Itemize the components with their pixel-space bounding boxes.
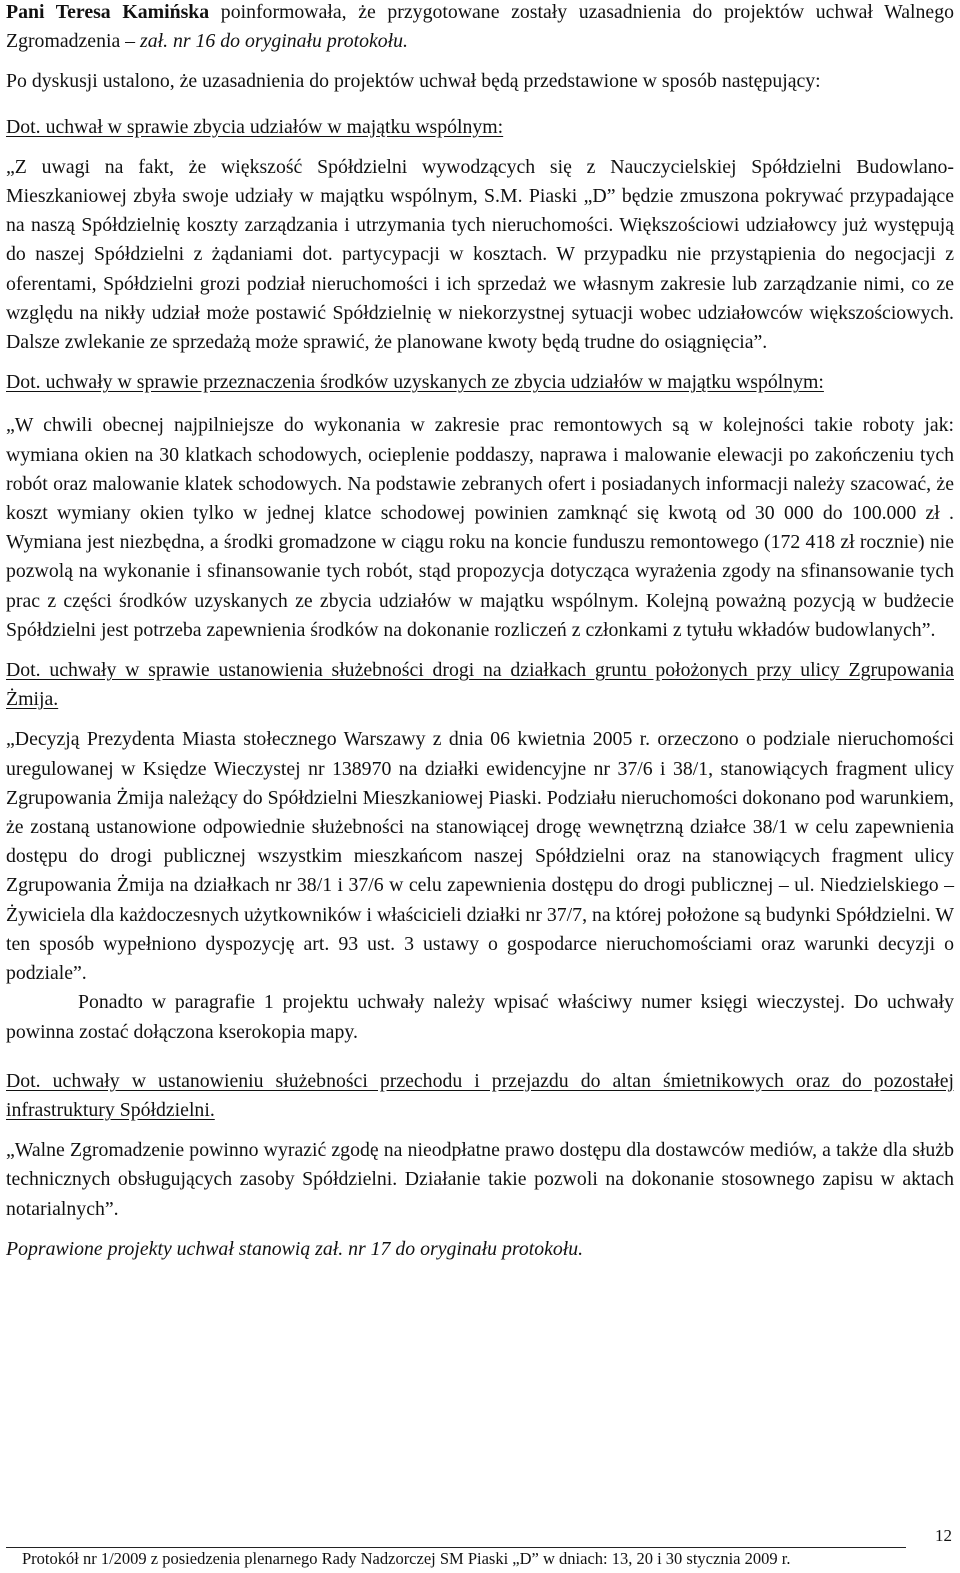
section-heading [6,368,954,397]
section-2-heading: Dot. uchwały w sprawie przeznaczenia środków uzyskanych ze zbycia udziałów w majątku wspólnym: [6,371,824,394]
section-3-heading: Dot. uchwały w sprawie ustanowienia służebności drogi na działkach gruntu położonych przy ulicy Zgrupowania Żmija. [6,659,954,711]
section-3-paragraph-2: Ponadto w paragrafie 1 projektu uchwały należy wpisać właściwy numer księgi wieczystej. Do uchwały powinna zostać dołączona kserokopia mapy. [6,991,954,1043]
footer-divider [6,1547,906,1548]
attachment-note: zał. nr 16 do oryginału protokołu. [140,30,408,53]
document-page [6,0,954,1264]
speaker-name: Pani Teresa Kamińska [6,1,210,23]
section-1-heading: Dot. uchwał w sprawie zbycia udziałów w majątku wspólnym: [6,115,504,138]
footer-text: Protokół nr 1/2009 z posiedzenia plenarnego Rady Nadzorczej SM Piaski „D” w dniach: 13, 20 i 30 stycznia 2009 r. [22,1549,791,1568]
section-heading [6,656,954,714]
intro-sentence: poinformowała, że przygotowane zostały uzasadnienia do projektów uchwał Walnego Zgromadzenia – [6,1,954,53]
page-number: 12 [935,1526,952,1545]
intro-paragraph [6,0,954,56]
discussion-paragraph: Po dyskusji ustalono, że uzasadnienia do projektów uchwał będą przedstawione w sposób następujący: [6,70,821,93]
section-heading [6,1067,954,1125]
section-heading [6,113,954,142]
section-2-paragraph: „W chwili obecnej najpilniejsze do wykonania w zakresie prac remontowych są w kolejności takie roboty jak: wymiana okien na 30 klatkach schodowych, ocieplenie poddaszy, naprawa i malowanie elewacji po zakończeniu tych robót oraz malowanie klatek schodowych. Na podstawie zebranych ofert i posiadanych informacji należy szacować, że koszt wymiany okien tylko w jednej klatce schodowej powinien zamknąć się kwotą od 30 000 do 100.000 zł . Wymiana jest niezbędna, a środki gromadzone w ciągu roku na koncie funduszu remontowego (172 418 zł rocznie) nie pozwolą na wykonanie i sfinansowanie tych robót, stąd propozycja dotycząca wyrażenia zgody na sfinansowanie tych prac z części środków uzyskanych ze zbycia udziałów w majątku wspólnym. Kolejną poważną pozycją w budżecie Spółdzielni jest potrzeba zapewnienia środków na dokonanie rozliczeń z członkami z tytułu wkładów budowlanych”. [6,414,954,641]
section-4-paragraph: „Walne Zgromadzenie powinno wyrazić zgodę na nieodpłatne prawo dostępu dla dostawców mediów, a także dla służb technicznych obsługujących zasoby Spółdzielni. Działanie takie pozwoli na dokonanie stosownego zapisu w aktach notarialnych”. [6,1139,954,1220]
section-4-heading: Dot. uchwały w ustanowieniu służebności przechodu i przejazdu do altan śmietnikowych oraz do pozostałej infrastruktury Spółdzielni. [6,1069,954,1121]
section-3-paragraph: „Decyzją Prezydenta Miasta stołecznego Warszawy z dnia 06 kwietnia 2005 r. orzeczono o podziale nieruchomości uregulowanej w Księdze Wieczystej nr 138970 na działki ewidencyjne nr 37/6 i 38/1, stanowiących fragment ulicy Zgrupowania Żmija należący do Spółdzielni Mieszkaniowej Piaski. Podziału nieruchomości dokonano pod warunkiem, że zostaną ustanowione odpowiednie służebności na stanowiącej drogę wewnętrzną działce 38/1 w celu zapewnienia dostępu do drogi publicznej wszystkim mieszkańcom naszej Spółdzielni oraz na stanowiących fragment ulicy Zgrupowania Żmija na działkach nr 38/1 i 37/6 w celu zapewnienia dostępu do drogi publicznej – ul. Niedzielskiego –Żywiciela dla każdoczesnych użytkowników i właścicieli działki nr 37/7, na której położone są budynki Spółdzielni. W ten sposób wypełniono dyspozycję art. 93 ust. 3 ustawy o gospodarce nieruchomościami oraz warunki decyzji o podziale”. [6,728,954,985]
section-1-paragraph: „Z uwagi na fakt, że większość Spółdzielni wywodzących się z Nauczycielskiej Spółdzielni Budowlano-Mieszkaniowej zbyła swoje udziały w majątku wspólnym, S.M. Piaski „D” będzie zmuszona pokrywać przypadające na naszą Spółdzielnię koszty zarządzania i utrzymania tych nieruchomości. Większościowi udziałowcy już występują do naszej Spółdzielni z żądaniami dot. partycypacji w kosztach. W przypadku nie przystąpienia do negocjacji z oferentami, Spółdzielni grozi podział nieruchomości i ich sprzedaż we własnym zakresie lub zarządzanie nimi, co ze względu na nikły udział może postawić Spółdzielnię w niekorzystnej sytuacji wobec udziałowców większościowych. Dalsze zwlekanie ze sprzedażą może sprawić, że planowane kwoty będą trudne do osiągnięcia”. [6,155,954,354]
closing-note: Poprawione projekty uchwał stanowią zał. nr 17 do oryginału protokołu. [6,1237,584,1260]
